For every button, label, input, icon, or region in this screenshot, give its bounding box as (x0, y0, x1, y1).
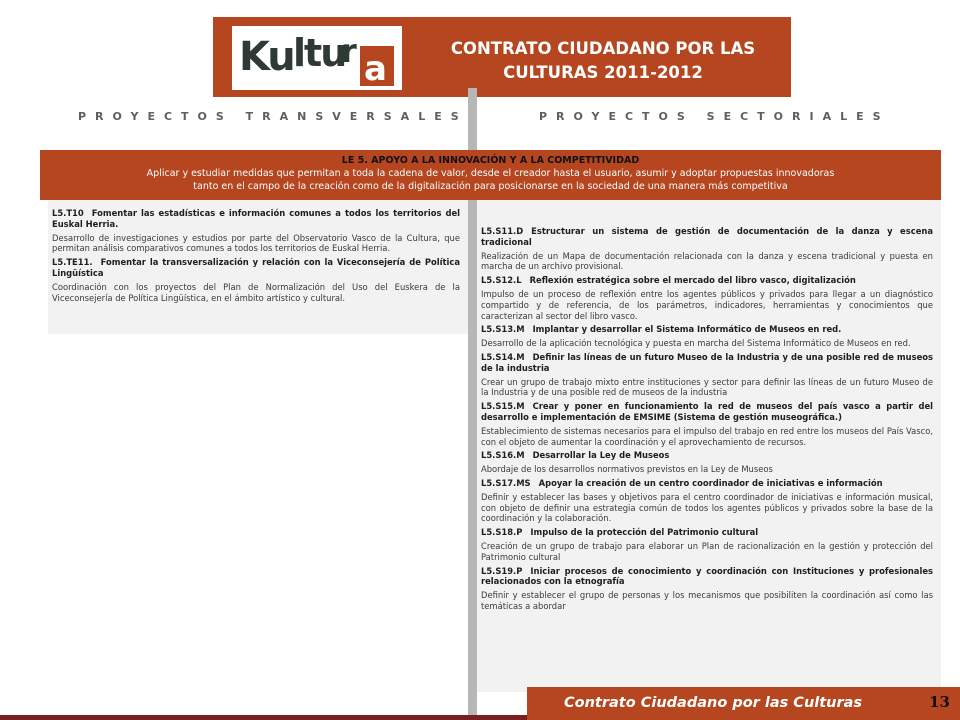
project-code: L5.S15.M (481, 401, 525, 412)
objective-banner (40, 150, 941, 200)
project-description: Definir y establecer las bases y objetivos para el centro coordinador de iniciativas e información musical, con objeto de definir una estrategia común de todos los agentes públicos y privados sobre la base de la coordinación y la colaboración. (481, 491, 933, 524)
project-title: Crear y poner en funcionamiento la red de museos del país vasco a partir del desarrollo e implementación de EMSIME (Sistema de gestión museográfica.) (481, 401, 933, 422)
project-item (481, 527, 933, 562)
project-heading (481, 226, 933, 248)
project-heading (481, 527, 933, 538)
project-heading (52, 208, 460, 230)
project-item (481, 401, 933, 447)
footer-bar (527, 687, 960, 720)
project-description: Realización de un Mapa de documentación relacionada con la danza y escena tradicional y puesta en marcha de un archivo provisional. (481, 250, 933, 272)
project-heading (481, 275, 933, 286)
project-description: Impulso de un proceso de reflexión entre los agentes públicos y privados para llegar a un diagnóstico compartido y de referencia, de los parámetros, indicadores, herramientas y conocimientos que caracterizan al sector del libro vasco. (481, 288, 933, 321)
project-item (481, 226, 933, 272)
project-heading (481, 324, 933, 335)
project-heading (481, 352, 933, 374)
project-description: Desarrollo de la aplicación tecnológica y puesta en marcha del Sistema Informático de Museos en red. (481, 338, 911, 349)
project-item (481, 566, 933, 612)
section-heading-sectoriales: PROYECTOS SECTORIALES (539, 110, 890, 123)
project-heading (481, 401, 933, 423)
project-description: Creación de un grupo de trabajo para elaborar un Plan de racionalización en la gestión y protección del Patrimonio cultural (481, 540, 933, 562)
project-description: Coordinación con los proyectos del Plan de Normalización del Uso del Euskera de la Viceconsejería de Política Lingüística, en el ámbito artístico y cultural. (52, 281, 460, 303)
objective-text-line-2: tanto en el campo de la creación como de la digitalización para posicionarse en la sociedad de una manera más competitiva (193, 181, 788, 192)
page-number: 13 (929, 693, 950, 711)
project-heading (481, 450, 933, 461)
project-title: Iniciar procesos de conocimiento y coordinación con Instituciones y profesionales relacionados con la etnografía (481, 565, 933, 587)
project-code: L5.T10 (52, 208, 84, 218)
title-line-1: CONTRATO CIUDADANO POR LAS (450, 39, 756, 58)
svg-text:ltu: ltu (293, 31, 346, 75)
project-description: Abordaje de los desarrollos normativos previstos en la Ley de Museos (481, 464, 773, 475)
project-description: Establecimiento de sistemas necesarios para el impulso del trabajo en red entre los museos del País Vasco, con el objeto de aumentar la coordinación y el aprovechamiento de recursos. (481, 425, 933, 447)
objective-title: LE 5. APOYO A LA INNOVACIÓN Y A LA COMPETITIVIDAD (341, 155, 640, 166)
project-title: Desarrollar la Ley de Museos (532, 450, 670, 461)
project-code: L5.S14.M (481, 351, 525, 362)
project-title: Estructurar un sistema de gestión de documentación de la danza y escena tradicional (481, 226, 933, 247)
project-item (481, 324, 933, 349)
project-title: Impulso de la protección del Patrimonio cultural (530, 527, 759, 538)
project-heading (481, 566, 933, 588)
project-title: Fomentar la transversalización y relación con la Viceconsejería de Política Lingüística (52, 257, 460, 278)
project-item (481, 275, 933, 321)
project-code: L5.S16.M (481, 450, 525, 461)
project-code: L5.S18.P (481, 527, 523, 538)
project-item (481, 450, 933, 475)
kultura-logo-graphic (232, 26, 402, 90)
document-title (423, 37, 783, 85)
project-code: L5.S12.L (481, 275, 522, 286)
project-title: Fomentar las estadísticas e información comunes a todos los territorios del Euskal Herria. (52, 208, 460, 229)
project-code: L5.TE11. (52, 257, 93, 268)
project-item (52, 257, 460, 303)
sectoral-projects-panel (477, 200, 941, 692)
project-code: L5.S17.MS (481, 477, 531, 488)
project-title: Reflexión estratégica sobre el mercado del libro vasco, digitalización (529, 275, 856, 286)
project-item (481, 352, 933, 398)
project-heading (481, 478, 933, 489)
header-banner (213, 17, 791, 97)
project-item (481, 478, 933, 524)
project-item (52, 208, 460, 254)
project-title: Implantar y desarrollar el Sistema Informático de Museos en red. (532, 324, 842, 335)
title-line-2: CULTURAS 2011-2012 (503, 63, 703, 82)
project-description: Crear un grupo de trabajo mixto entre instituciones y sector para definir las líneas de un futuro Museo de la Industria y de una posible red de museos de la industria (481, 376, 933, 398)
project-title: Definir las líneas de un futuro Museo de la Industria y de una posible red de museos de la industria (481, 351, 933, 373)
kultura-logo (232, 26, 402, 90)
project-description: Desarrollo de investigaciones y estudios por parte del Observatorio Vasco de la Cultura, que permitan análisis comparativos comunes a todos los territorios de Euskal Herria. (52, 232, 460, 254)
project-code: L5.S11.D (481, 226, 524, 236)
footer-title: Contrato Ciudadano por las Culturas (564, 695, 863, 711)
transversal-projects-panel (48, 200, 468, 334)
project-description: Definir y establecer el grupo de personas y los mecanismos que posibiliten la coordinación así como las temáticas a abordar (481, 590, 933, 611)
project-title: Apoyar la creación de un centro coordinador de iniciativas e información (538, 477, 883, 488)
svg-text:Ku: Ku (239, 34, 294, 80)
project-heading (52, 257, 460, 279)
svg-text:a: a (364, 49, 387, 89)
project-code: L5.S13.M (481, 324, 525, 335)
section-heading-transversales: PROYECTOS TRANSVERSALES (78, 110, 468, 123)
project-code: L5.S19.P (481, 565, 523, 576)
svg-text:r: r (341, 32, 357, 70)
objective-text-line-1: Aplicar y estudiar medidas que permitan a toda la cadena de valor, desde el creador hasta el usuario, asumir y adoptar propuestas innovadoras (146, 168, 835, 179)
